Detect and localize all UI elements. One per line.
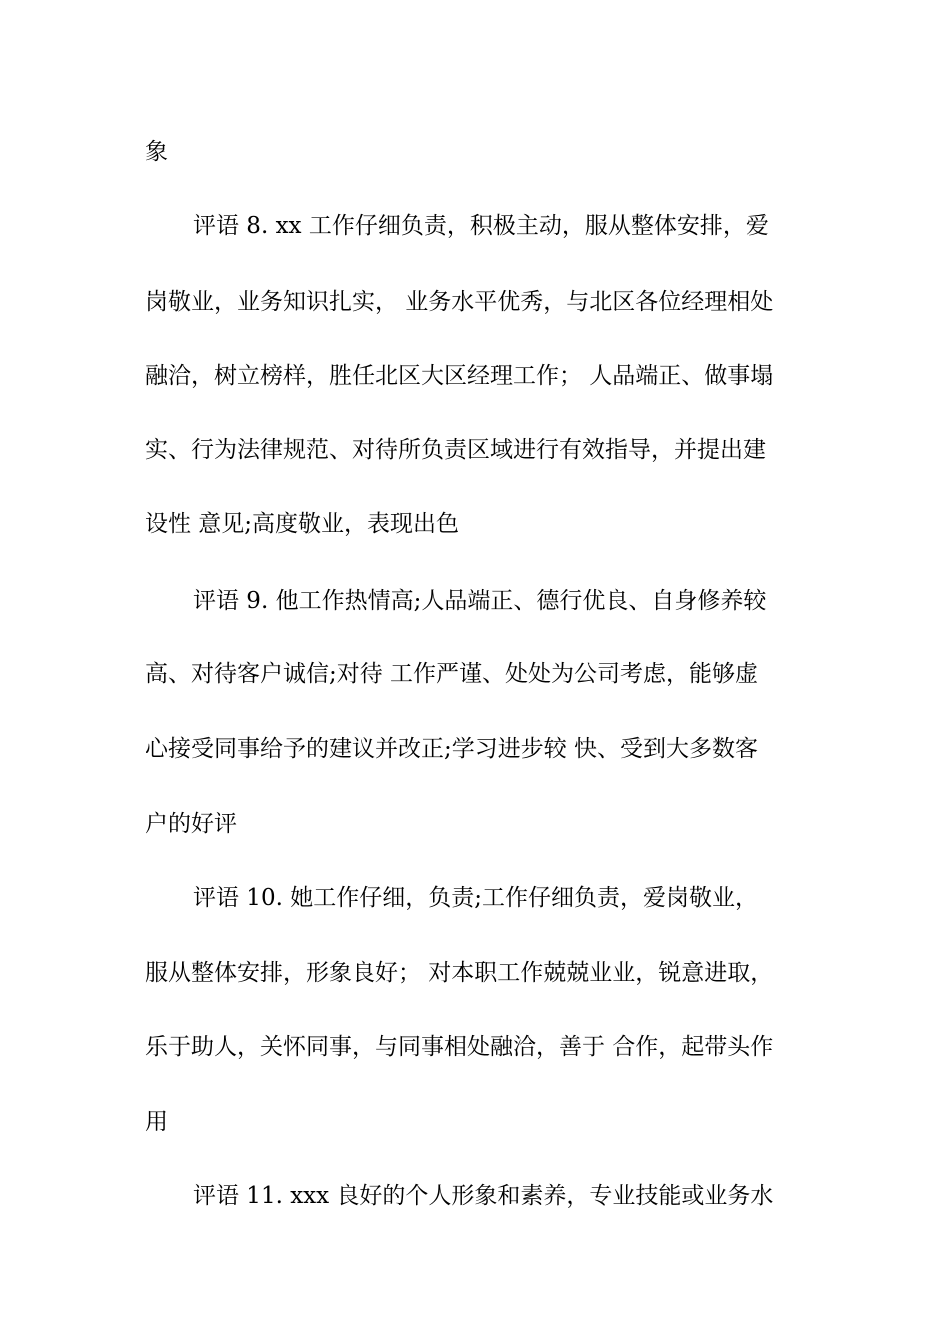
text-line: 设性 意见;高度敬业，表现出色 <box>145 511 460 537</box>
paragraph-heading-line: 评语 9. 他工作热情高;人品端正、德行优良、自身修养较 <box>193 588 767 614</box>
text-line: 实、行为法律规范、对待所负责区域进行有效指导，并提出建 <box>145 437 766 463</box>
paragraph-heading-line: 评语 11. xxx 良好的个人形象和素养，专业技能或业务水 <box>193 1183 774 1209</box>
text-line: 高、对待客户诚信;对待 工作严谨、处处为公司考虑，能够虚 <box>145 661 759 687</box>
paragraph-heading-line: 评语 10. 她工作仔细，负责;工作仔细负责，爱岗敬业， <box>193 885 758 911</box>
text-line: 服从整体安排，形象良好； 对本职工作兢兢业业，锐意进取， <box>145 960 774 986</box>
text-line: 岗敬业，业务知识扎实， 业务水平优秀，与北区各位经理相处 <box>145 289 774 315</box>
text-line: 心接受同事给予的建议并改正;学习进步较 快、受到大多数客 <box>145 736 759 762</box>
text-line: 融洽，树立榜样，胜任北区大区经理工作； 人品端正、做事塌 <box>145 363 774 389</box>
text-line: 乐于助人，关怀同事，与同事相处融洽，善于 合作，起带头作 <box>145 1034 774 1060</box>
text-line: 户的好评 <box>145 811 237 837</box>
text-line: 象 <box>145 139 168 165</box>
text-line: 用 <box>145 1109 168 1135</box>
paragraph-heading-line: 评语 8. xx 工作仔细负责，积极主动，服从整体安排，爱 <box>193 213 769 239</box>
